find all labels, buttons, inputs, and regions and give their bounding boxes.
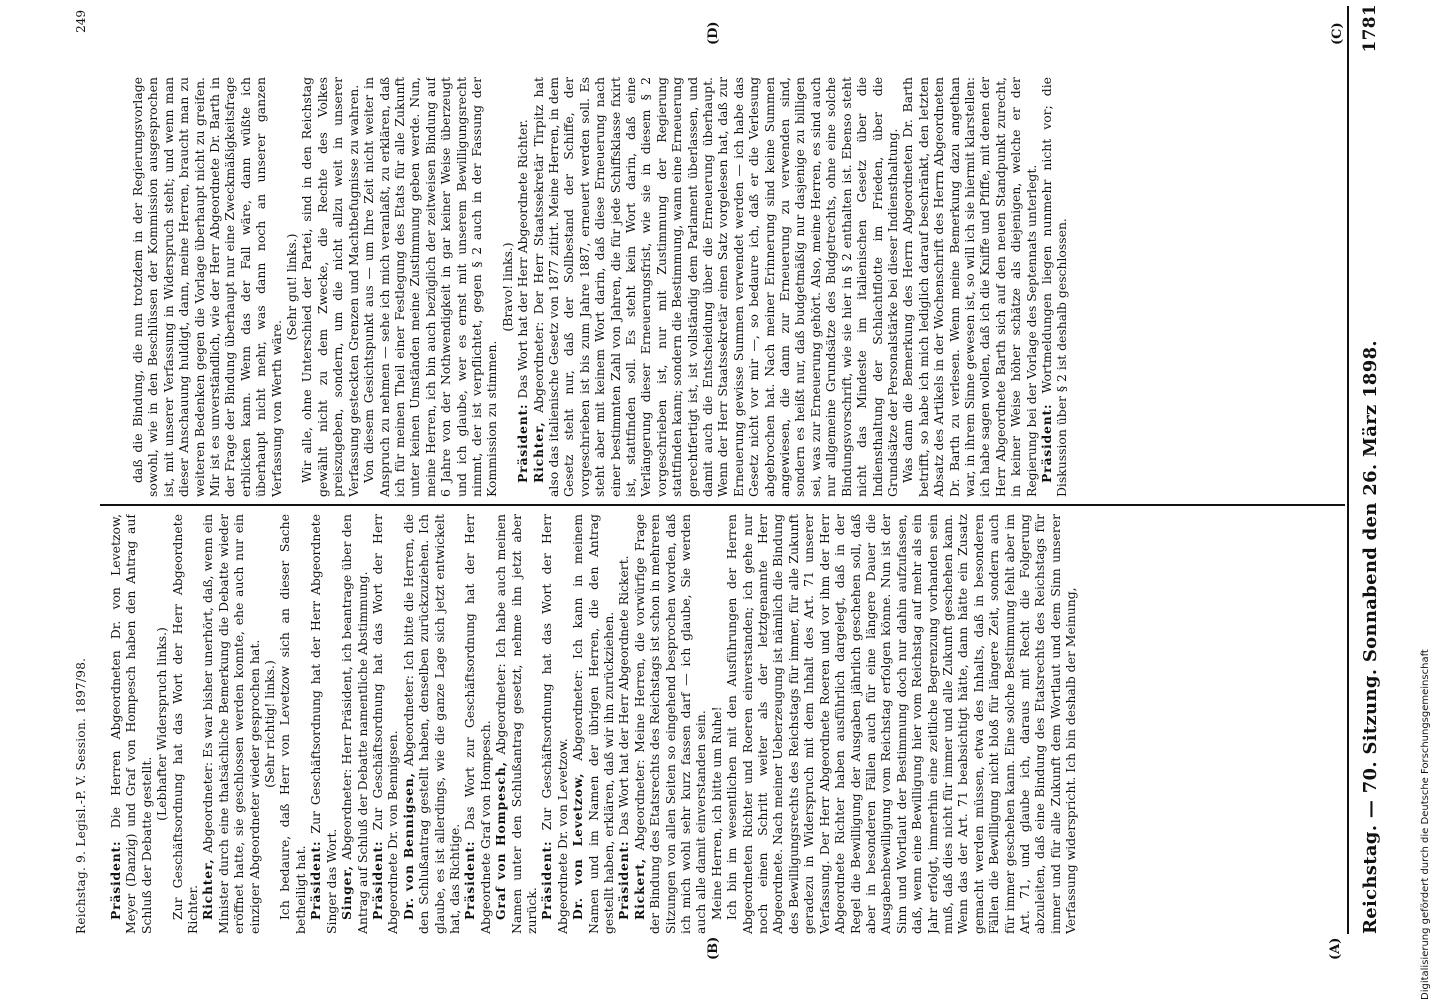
- paragraph: [370, 514, 401, 934]
- paragraph: [493, 514, 539, 934]
- paragraph: [401, 514, 463, 934]
- speaker-name: Präsident:: [515, 398, 531, 483]
- speaker-name: Graf von Hompesch,: [493, 754, 509, 920]
- paragraph: [462, 514, 493, 934]
- speaker-name: Rickert,: [631, 850, 647, 920]
- paragraph-text: Abgeordneter: Ich kann in meinem Namen und im Namen der übrigen Herren, die den Antrag gestellt haben, erklären, daß wir ihn zurückziehen.: [570, 514, 616, 934]
- paragraph-text: Meine Herren, ich bitte um Ruhe!: [708, 706, 724, 920]
- paragraph: [130, 77, 284, 497]
- margin-letter-d: (D): [706, 21, 721, 45]
- speaker-name: Singer,: [339, 859, 355, 920]
- page-number: 1781: [1360, 4, 1380, 53]
- interjection: (Sehr richtig! links.): [262, 660, 278, 788]
- paragraph: [632, 514, 709, 934]
- column-divider: [100, 504, 1345, 506]
- paragraph: [724, 514, 1078, 934]
- paragraph: [108, 514, 154, 934]
- speaker-name: Richter,: [200, 853, 216, 920]
- paragraph: [515, 77, 530, 497]
- paragraph-text: Abgeordneter: Herr Präsident, ich beantrage über den Antrag auf Schluß der Debatte namentliche Abstimmung.: [339, 514, 370, 934]
- paragraph: [339, 514, 370, 934]
- paragraph-text: Abgeordneter: Meine Herren, die vorwürfige Frage der Bindung des Etatsrechts des Reichstags ist schon in mehreren Sitzungen von allen Seiten so eingehend besprochen worden, daß ich mich wohl sehr kurz fassen darf — ich glaube, Sie werden auch alle damit einverstanden sein.: [631, 514, 709, 934]
- paragraph: [277, 514, 308, 934]
- speaker-name: Präsident:: [369, 830, 385, 920]
- paragraph-text: Zur Geschäftsordnung hat das Wort der Herr Abgeordnete Richter.: [169, 514, 201, 934]
- right-column: [130, 77, 1340, 497]
- speaker-name: Richter,: [530, 412, 546, 483]
- paragraph: [570, 514, 616, 934]
- speaker-name: Dr. von Bennigsen,: [400, 766, 416, 920]
- speaker-name: Präsident:: [308, 833, 324, 920]
- paragraph: [299, 77, 361, 497]
- interjection: (Lebhafter Widerspruch links.): [154, 627, 170, 821]
- footer-page-number: 249: [74, 10, 88, 33]
- paragraph: [539, 514, 570, 934]
- paragraph-text: Von diesem Gesichtspunkt aus — um Ihre Zeit nicht weiter in Anspruch zu nehmen — sehe ich mich veranlaßt, zu erklären, daß ich für meinen Theil einer Festlegung des Etats für alle Zukunft unter keinen Umständen meine Zustimmung geben werde. Nun, meine Herren, ich bin auch bezüglich der zeitweisen Bindung auf 6 Jahre von der Nothwendigkeit in gar keiner Weise überzeugt und ich glaube, wer es ernst mit unserem Bewilligungsrecht nimmt, der ist verpflichtet, gegen § 2 auch in der Fassung der Kommission zu stimmen.: [361, 77, 500, 497]
- paragraph-text: Das Wort zur Geschäftsordnung hat der Herr Abgeordnete Graf von Hompesch.: [462, 514, 493, 934]
- digitization-note: Digitalisierung gefördert durch die Deutsche Forschungsgemeinschaft: [1420, 649, 1431, 1000]
- paragraph-text: Zur Geschäftsordnung hat das Wort der Herr Abgeordnete Dr. von Bennigsen.: [369, 514, 401, 934]
- paragraph-text: daß die Bindung, die nun trotzdem in der Regierungsvorlage sowohl, wie in den Beschlüssen der Kommission ausgesprochen ist, mit unserer Verfassung in Widerspruch steht; und wenn man dieser Anschauung huldigt, dann, meine Herren, braucht man zu weiteren Bedenken gegen die Vorlage überhaupt nicht zu greifen. Mir ist es unverständlich, wie der Herr Abgeordnete Dr. Barth in der Frage der Bindung überhaupt nur eine Zweckmäßigkeitsfrage erblicken kann. Wenn das der Fall wäre, dann wüßte ich überhaupt nicht mehr, was dann noch an unserer ganzen Verfassung von Werth wäre.: [130, 77, 284, 497]
- paragraph-text: Das Wort hat der Herr Abgeordnete Richter.: [515, 119, 531, 399]
- left-column: [108, 514, 1340, 934]
- page-title: Reichstag. — 70. Sitzung. Sonnabend den 26. März 1898.: [1359, 340, 1381, 934]
- paragraph-text: Zur Geschäftsordnung hat der Herr Abgeordnete Singer das Wort.: [308, 514, 339, 934]
- margin-letter-c: (C): [1330, 22, 1345, 45]
- paragraph-text: Abgeordneter: Ich bitte die Herren, die den Schlußantrag gestellt haben, denselben zurückzuziehen. Ich glaube, es ist allerdings, wie die ganze Lage sich jetzt entwickelt hat, das Richtige.: [400, 514, 462, 934]
- paragraph: [900, 77, 1039, 497]
- paragraph-text: Zur Geschäftsordnung hat das Wort der Herr Abgeordnete Dr. von Levetzow.: [539, 514, 570, 934]
- paragraph-text: Abgeordneter: Ich habe auch meinen Namen unter den Schlußantrag gesetzt, nehme ihn jetzt aber zurück.: [493, 514, 539, 934]
- paragraph-text: Wortmeldungen liegen nunmehr nicht vor; die Diskussion über § 2 ist deshalb geschlossen.: [1038, 77, 1070, 497]
- paragraph-text: Abgeordneter: Der Herr Staatssekretär Tirpitz hat also das italienische Gesetz von 1877 zitirt. Meine Herren, in dem Gesetz steht nur, daß der Sollbestand der Schiffe, der vorgeschrieben ist bis zum Jahre 1887, erneuert werden soll. Es steht aber mit keinem Wort darin, daß diese Erneuerung nach einer bestimmten Zahl von Jahren, die für jede Schiffsklasse fixirt ist, stattfinden soll. Es steht kein Wort darin, daß eine Verlängerung dieser Erneuerungsfrist, wie sie in diesem § 2 vorgeschrieben ist, nur mit Zustimmung der Regierung stattfinden kann; sondern die Bestimmung, wann eine Erneuerung gerechtfertigt ist, ist vollständig dem Parlament überlassen, und damit auch die Entscheidung über die Erneuerung überhaupt. Wenn der Herr Staatssekretär einen Satz vorgelesen hat, daß zur Erneuerung gewisse Summen verwendet werden — ich habe das Gesetz nicht vor mir —, so bedaure ich, daß er die Verlesung abgebrochen hat. Nach meiner Erinnerung sind keine Summen angewiesen, die dann zur Erneuerung zu verwenden sind, sondern es heißt nur, daß budgetmäßig nur dasjenige zu billigen sei, was zur Erneuerung gehört. Also, meine Herren, es sind auch nur allgemeine Grundsätze des Budgetrechts, ohne eine solche Bindungsvorschrift, wie sie hier in § 2 enthalten ist. Ebenso steht nicht das Mindeste im italienischen Gesetz über die Indiensthaltung der Schlachtflotte im Frieden, über die Grundsätze der Personalstärke bei dieser Indiensthaltung.: [530, 77, 900, 497]
- digitization-note-strip: [1418, 0, 1434, 1000]
- page-header: [1355, 4, 1385, 934]
- paragraph: [616, 514, 631, 934]
- speaker-name: Präsident:: [1038, 393, 1054, 483]
- footer-session-info: Reichstag. 9. Legisl.-P. V. Session. 1897/98.: [74, 657, 88, 934]
- paragraph: [170, 514, 201, 934]
- paragraph: [361, 77, 500, 497]
- paragraph-text: Das Wort hat der Herr Abgeordnete Rickert.: [616, 555, 632, 836]
- paragraph-text: Abgeordneter: Es war bisher unerhört, daß, wenn ein Minister durch eine thatsächliche Bemerkung die Debatte wieder eröffnet hatte, sie geschlossen werden konnte, ehe auch nur ein einziger Abgeordneter wieder gesprochen hat.: [200, 514, 262, 934]
- paragraph-text: Ich bedaure, daß Herr von Levetzow sich an dieser Sache betheiligt hat.: [277, 514, 308, 934]
- paragraph: [1039, 77, 1070, 497]
- paragraph-text: Was dann die Bemerkung des Herrn Abgeordneten Dr. Barth betrifft, so habe ich mich lediglich darauf beschränkt, den letzten Absatz des Artikels in der Wochenschrift des Herrn Abgeordneten Dr. Barth zu verlesen. Wenn meine Bemerkung dazu angethan war, in ihrem Sinne gewesen ist, so will ich sie hiermit klarstellen: ich habe sagen wollen, daß ich die Kniffe und Pfiffe, mit denen der Herr Abgeordnete Barth sich auf den neuen Standpunkt zurecht, in keiner Weise höher schätze als diejenigen, welche er der Regierung bei der Vorlage des Septennats unterlegt.: [900, 77, 1039, 497]
- margin-letter-a: (A): [1328, 937, 1343, 960]
- header-rule: [1347, 6, 1349, 934]
- speaker-name: Präsident:: [462, 830, 478, 920]
- speaker-name: Präsident:: [108, 828, 123, 920]
- speaker-name: Präsident:: [616, 835, 632, 920]
- interjection: (Bravo! links.): [499, 242, 515, 332]
- margin-letter-b: (B): [706, 936, 721, 960]
- paragraph: [200, 514, 262, 934]
- speaker-name: Präsident:: [539, 830, 555, 920]
- speaker-name: Dr. von Levetzow,: [570, 760, 586, 920]
- paragraph: [531, 77, 901, 497]
- interjection: (Sehr gut! links.): [284, 233, 300, 341]
- paragraph-text: Die Herren Abgeordneten Dr. von Levetzow, Meyer (Danzig) und Graf von Hompesch haben den Antrag auf Schluß der Debatte gestellt.: [108, 514, 154, 934]
- paragraph: [709, 514, 724, 934]
- paragraph-text: Wir alle, ohne Unterschied der Partei, sind in den Reichstag gewählt nicht zu dem Zwecke, die Rechte des Volkes preiszugeben, sondern, um die nicht allzu weit in unserer Verfassung gesteckten Grenzen und Machtbefugnisse zu wahren.: [299, 77, 361, 497]
- paragraph: [308, 514, 339, 934]
- paragraph-text: Ich bin im wesentlichen mit den Ausführungen der Herren Abgeordneten Richter und Roeren einverstanden; ich gehe nur noch einen Schritt weiter als der letztgenannte Herr Abgeordnete. Nach meiner Ueberzeugung ist nämlich die Bindung des Bewilligungsrechts des Reichstags für immer, für alle Zukunft geradezu in Widerspruch mit dem Inhalt des Art. 71 unserer Verfassung. Der Herr Abgeordnete Roeren und vor ihm der Herr Abgeordnete Richter haben ausführlich dargelegt, daß in der Regel die Bewilligung der Ausgaben jährlich geschehen soll, daß aber in besonderen Fällen auch für eine längere Dauer die Ausgabenbewilligung vom Reichstag erfolgen könne. Nun ist der Sinn und Wortlaut der Bestimmung doch nur dahin aufzufassen, daß, wenn eine Bewilligung hier vom Reichstag auf mehr als ein Jahr erfolgt, immerhin eine zeitliche Begrenzung vorhanden sein muß, daß dies nicht für immer und alle Zukunft geschehen kann. Wenn das der Art. 71 beabsichtigt hätte, dann hätte ein Zusatz gemacht werden müssen, etwa des Inhalts, daß in besonderen Fällen die Bewilligung nicht bloß für längere Zeit, sondern auch für immer geschehen kann. Eine solche Bestimmung fehlt aber im Art. 71, und glaube ich, daraus mit Recht die Folgerung abzuleiten, daß eine Bindung des Etatsrechts des Reichstags für immer und für alle Zukunft dem Wortlaut und dem Sinn unserer Verfassung widerspricht. Ich bin deshalb der Meinung,: [724, 514, 1079, 934]
